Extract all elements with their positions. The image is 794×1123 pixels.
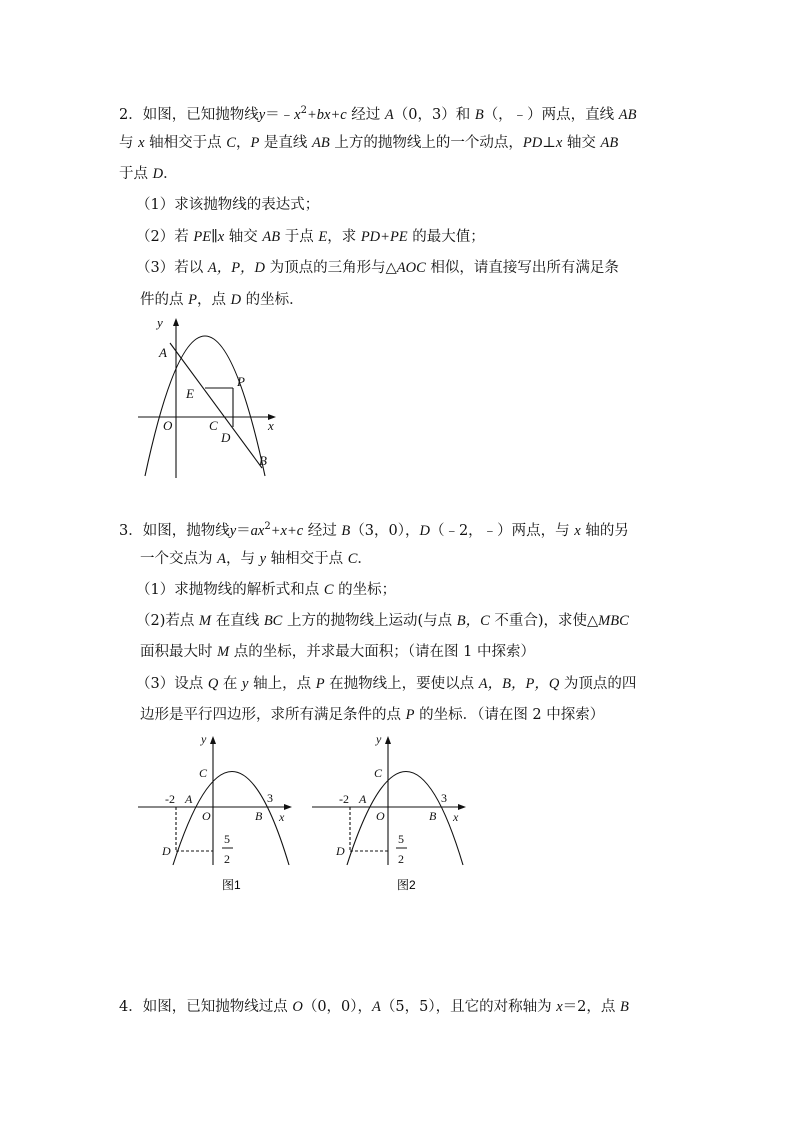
- label-B: B: [255, 809, 263, 823]
- label-D: D: [162, 844, 171, 858]
- frac-num: 5: [398, 832, 404, 846]
- label-E: E: [186, 386, 194, 401]
- y-arrow: [173, 318, 179, 326]
- p2-line-2: 与 x 轴相交于点 C，P 是直线 AB 上方的抛物线上的一个动点，PD⊥x 轴交 AB: [119, 135, 619, 151]
- y-arrow: [385, 736, 391, 744]
- label-x: x: [268, 418, 274, 433]
- label-3: 3: [441, 791, 447, 805]
- label-minus2: -2: [165, 792, 175, 806]
- label-y: y: [376, 732, 382, 746]
- label-D: D: [221, 430, 231, 445]
- label-3: 3: [267, 791, 273, 805]
- p3-question-1: （1）求抛物线的解析式和点 C 的坐标；: [136, 582, 397, 598]
- p3-line-1: 3．如图，抛物线$y=ax^2+x+c$ 经过 B（3，0），D（﹣2，﹣）两点，与 x 轴的另: [119, 521, 629, 539]
- frac-den: 2: [398, 852, 404, 866]
- p2-question-3: （3）若以 A，P，D 为顶点的三角形与△AOC 相似，请直接写出所有满足条: [136, 260, 619, 276]
- caption: 图2: [397, 878, 416, 892]
- p3-figure-2: [308, 728, 468, 900]
- x-arrow: [458, 804, 466, 810]
- label-B: B: [259, 453, 267, 468]
- p2-line-3: 于点 D．: [119, 166, 178, 182]
- label-B: B: [429, 809, 437, 823]
- frac-num: 5: [224, 832, 230, 846]
- label-O: O: [163, 418, 173, 433]
- label-x: x: [279, 810, 285, 824]
- p3-question-2: （2)若点 M 在直线 BC 上方的抛物线上运动(与点 B，C 不重合)，求使△MBC: [136, 613, 629, 629]
- p3-line-2: 一个交点为 A，与 y 轴相交于点 C．: [140, 551, 372, 567]
- p2-question-3-cont: 件的点 P，点 D 的坐标．: [140, 292, 304, 308]
- y-arrow: [210, 736, 216, 744]
- label-C: C: [199, 766, 208, 780]
- line-AB: [170, 343, 262, 468]
- p3-figure-1: [134, 728, 294, 900]
- x-arrow: [284, 804, 292, 810]
- parabola: [347, 772, 463, 866]
- frac-den: 2: [224, 852, 230, 866]
- p3-question-3: （3）设点 Q 在 y 轴上，点 P 在抛物线上，要使以点 A，B，P，Q 为顶点的四: [136, 676, 637, 692]
- p4-line-1: 4．如图，已知抛物线过点 O（0，0），A（5，5），且它的对称轴为 x＝2，点 B: [119, 999, 629, 1015]
- label-y: y: [201, 732, 207, 746]
- label-O: O: [202, 809, 211, 823]
- p3-question-2-cont: 面积最大时 M 点的坐标，并求最大面积；（请在图 1 中探索）: [140, 644, 536, 660]
- label-x: x: [453, 810, 459, 824]
- label-D: D: [336, 844, 345, 858]
- label-y: y: [157, 315, 163, 330]
- label-A: A: [185, 792, 193, 806]
- label-minus2: -2: [339, 792, 349, 806]
- label-O: O: [376, 809, 385, 823]
- caption: 图1: [222, 878, 241, 892]
- parabola: [173, 772, 289, 866]
- label-C: C: [374, 766, 383, 780]
- p3-question-3-cont: 边形是平行四边形，求所有满足条件的点 P 的坐标．（请在图 2 中探索）: [140, 707, 605, 723]
- p2-figure: [130, 312, 290, 484]
- p2-question-2: （2）若 PE∥x 轴交 AB 于点 E，求 PD+PE 的最大值；: [136, 229, 485, 245]
- label-A: A: [159, 345, 167, 360]
- p2-line-1: 2．如图，已知抛物线$y=﹣x^2+bx+c$ 经过 A（0，3）和 B（，﹣）两点，直线 AB: [119, 105, 637, 123]
- label-A: A: [359, 792, 367, 806]
- p2-question-1: （1）求该抛物线的表达式；: [136, 197, 320, 213]
- label-P: P: [237, 374, 245, 389]
- label-C: C: [209, 418, 218, 433]
